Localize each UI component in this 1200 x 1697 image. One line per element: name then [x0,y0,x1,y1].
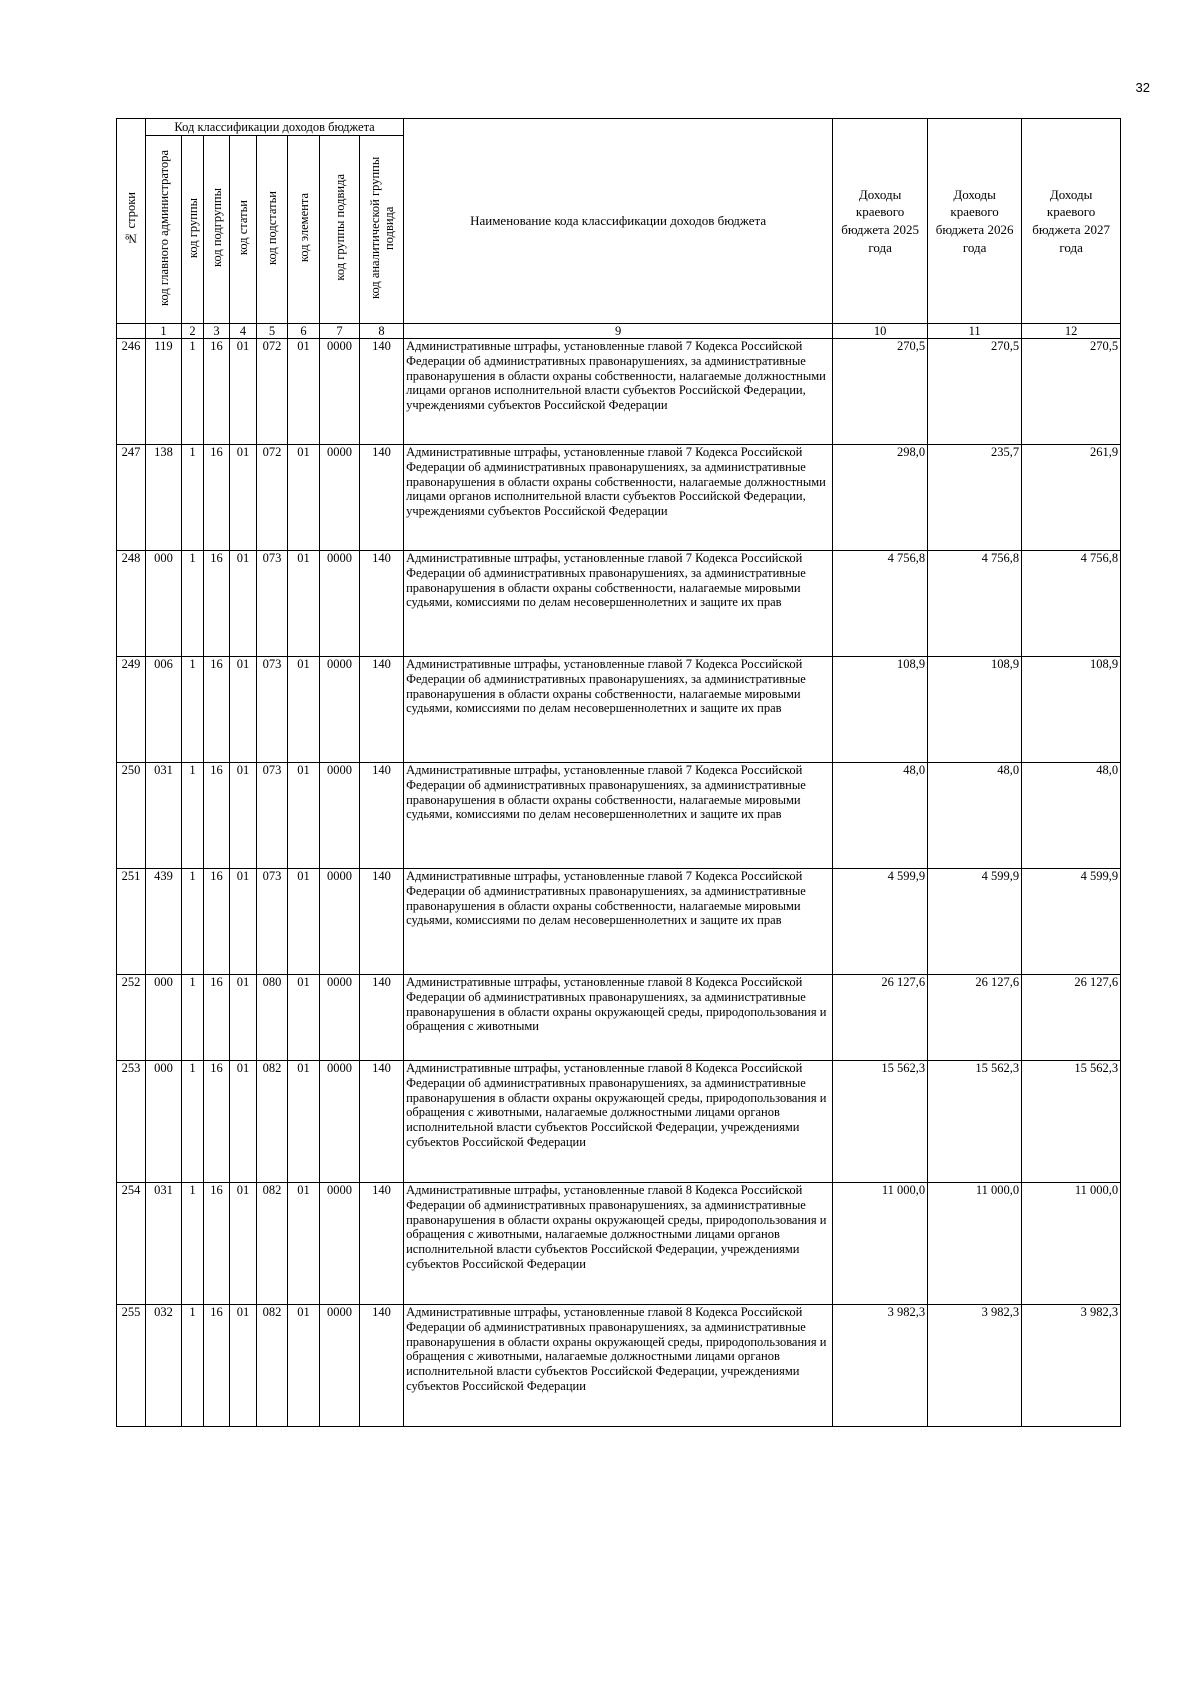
income-name: Административные штрафы, установленные главой 7 Кодекса Российской Федерации об административных правонарушениях, за административные правонарушения в области охраны собственности, налагаемые мировыми судьями, комиссиями по делам несовершеннолетних и защите их прав [404,763,833,869]
header-code-admin: код главного администратора [146,136,182,324]
code-article: 01 [230,1061,257,1183]
code-group: 1 [182,339,204,445]
code-subtype: 0000 [320,551,360,657]
income-name: Административные штрафы, установленные главой 7 Кодекса Российской Федерации об административных правонарушениях, за административные правонарушения в области охраны собственности, налагаемые должностными лицами органов исполнительной власти субъектов Российской Федерации, учреждениями субъектов Российской Федерации [404,445,833,551]
income-2025: 15 562,3 [833,1061,928,1183]
income-2025: 3 982,3 [833,1305,928,1427]
code-analytic: 140 [360,763,404,869]
income-2025: 270,5 [833,339,928,445]
row-number: 250 [117,763,146,869]
code-element: 01 [288,551,320,657]
code-group: 1 [182,1061,204,1183]
column-number: 12 [1022,324,1121,339]
column-number: 2 [182,324,204,339]
column-number-empty [117,324,146,339]
code-subtype: 0000 [320,445,360,551]
code-subtype: 0000 [320,657,360,763]
code-subtype: 0000 [320,869,360,975]
row-number: 252 [117,975,146,1061]
column-number-row [117,324,1121,339]
code-group: 1 [182,763,204,869]
code-analytic: 140 [360,657,404,763]
header-code-subarticle: код подстатьи [257,136,288,324]
code-subarticle: 072 [257,339,288,445]
code-element: 01 [288,1183,320,1305]
code-analytic: 140 [360,869,404,975]
column-number: 6 [288,324,320,339]
code-subgroup: 16 [204,869,230,975]
column-number: 9 [404,324,833,339]
code-subgroup: 16 [204,551,230,657]
page-number: 32 [1135,80,1150,95]
code-analytic: 140 [360,445,404,551]
code-subarticle: 073 [257,551,288,657]
income-name: Административные штрафы, установленные главой 7 Кодекса Российской Федерации об административных правонарушениях, за административные правонарушения в области охраны собственности, налагаемые должностными лицами органов исполнительной власти субъектов Российской Федерации, учреждениями субъектов Российской Федерации [404,339,833,445]
table-row [117,869,1121,975]
code-article: 01 [230,1305,257,1427]
income-2025: 11 000,0 [833,1183,928,1305]
income-name: Административные штрафы, установленные главой 7 Кодекса Российской Федерации об административных правонарушениях, за административные правонарушения в области охраны собственности, налагаемые мировыми судьями, комиссиями по делам несовершеннолетних и защите их прав [404,551,833,657]
column-number: 11 [928,324,1022,339]
column-number: 4 [230,324,257,339]
code-analytic: 140 [360,975,404,1061]
table-row [117,1183,1121,1305]
code-article: 01 [230,1183,257,1305]
code-subgroup: 16 [204,339,230,445]
income-2026: 3 982,3 [928,1305,1022,1427]
table-row [117,1061,1121,1183]
income-2026: 48,0 [928,763,1022,869]
income-2026: 15 562,3 [928,1061,1022,1183]
code-admin: 000 [146,975,182,1061]
code-element: 01 [288,763,320,869]
column-number: 7 [320,324,360,339]
table-row [117,975,1121,1061]
header-code-group: код группы [182,136,204,324]
header-name: Наименование кода классификации доходов бюджета [404,119,833,324]
code-subtype: 0000 [320,1061,360,1183]
code-group: 1 [182,657,204,763]
income-2025: 26 127,6 [833,975,928,1061]
code-subarticle: 080 [257,975,288,1061]
income-2027: 108,9 [1022,657,1121,763]
code-subgroup: 16 [204,1183,230,1305]
table-row [117,339,1121,445]
code-subarticle: 082 [257,1183,288,1305]
code-subarticle: 073 [257,657,288,763]
income-2026: 270,5 [928,339,1022,445]
code-admin: 000 [146,1061,182,1183]
code-group: 1 [182,445,204,551]
code-article: 01 [230,551,257,657]
table-row [117,657,1121,763]
code-analytic: 140 [360,551,404,657]
income-2027: 26 127,6 [1022,975,1121,1061]
income-2025: 48,0 [833,763,928,869]
code-subtype: 0000 [320,975,360,1061]
row-number: 247 [117,445,146,551]
code-group: 1 [182,551,204,657]
income-2025: 4 756,8 [833,551,928,657]
code-element: 01 [288,445,320,551]
code-subarticle: 073 [257,869,288,975]
code-element: 01 [288,657,320,763]
code-admin: 032 [146,1305,182,1427]
code-subgroup: 16 [204,975,230,1061]
code-subgroup: 16 [204,1305,230,1427]
header-classification-group: Код классификации доходов бюджета [146,119,404,136]
header-row-number: № строки [117,119,146,324]
column-number: 3 [204,324,230,339]
income-2027: 4 756,8 [1022,551,1121,657]
code-group: 1 [182,869,204,975]
table-row [117,551,1121,657]
header-income-2026: Доходы краевого бюджета 2026 года [928,119,1022,324]
income-2026: 26 127,6 [928,975,1022,1061]
row-number: 251 [117,869,146,975]
income-2027: 4 599,9 [1022,869,1121,975]
code-group: 1 [182,1183,204,1305]
code-article: 01 [230,339,257,445]
code-article: 01 [230,657,257,763]
income-name: Административные штрафы, установленные главой 8 Кодекса Российской Федерации об административных правонарушениях, за административные правонарушения в области охраны окружающей среды, природопользования и обращения с животными, налагаемые должностными лицами органов исполнительной власти субъектов Российской Федерации, учреждениями субъектов Российской Федерации [404,1305,833,1427]
income-2027: 3 982,3 [1022,1305,1121,1427]
income-2027: 270,5 [1022,339,1121,445]
column-number: 1 [146,324,182,339]
income-2026: 4 756,8 [928,551,1022,657]
income-2027: 11 000,0 [1022,1183,1121,1305]
row-number: 246 [117,339,146,445]
code-article: 01 [230,975,257,1061]
income-name: Административные штрафы, установленные главой 7 Кодекса Российской Федерации об административных правонарушениях, за административные правонарушения в области охраны собственности, налагаемые мировыми судьями, комиссиями по делам несовершеннолетних и защите их прав [404,657,833,763]
header-code-article: код статьи [230,136,257,324]
income-2027: 261,9 [1022,445,1121,551]
code-article: 01 [230,869,257,975]
code-element: 01 [288,1305,320,1427]
code-subtype: 0000 [320,763,360,869]
header-code-element: код элемента [288,136,320,324]
code-article: 01 [230,445,257,551]
row-number: 249 [117,657,146,763]
income-2026: 11 000,0 [928,1183,1022,1305]
code-analytic: 140 [360,1061,404,1183]
table-body [117,324,1121,1427]
income-2026: 4 599,9 [928,869,1022,975]
row-number: 254 [117,1183,146,1305]
code-subarticle: 072 [257,445,288,551]
row-number: 255 [117,1305,146,1427]
code-group: 1 [182,975,204,1061]
header-code-subtype: код группы подвида [320,136,360,324]
code-subarticle: 082 [257,1061,288,1183]
income-2027: 15 562,3 [1022,1061,1121,1183]
income-name: Административные штрафы, установленные главой 8 Кодекса Российской Федерации об административных правонарушениях, за административные правонарушения в области охраны окружающей среды, природопользования и обращения с животными, налагаемые должностными лицами органов исполнительной власти субъектов Российской Федерации, учреждениями субъектов Российской Федерации [404,1061,833,1183]
income-2025: 298,0 [833,445,928,551]
row-number: 253 [117,1061,146,1183]
code-subgroup: 16 [204,445,230,551]
income-2025: 4 599,9 [833,869,928,975]
header-income-2027: Доходы краевого бюджета 2027 года [1022,119,1121,324]
code-group: 1 [182,1305,204,1427]
code-analytic: 140 [360,1305,404,1427]
code-admin: 006 [146,657,182,763]
code-admin: 138 [146,445,182,551]
code-element: 01 [288,869,320,975]
code-analytic: 140 [360,339,404,445]
code-element: 01 [288,975,320,1061]
column-number: 8 [360,324,404,339]
column-number: 10 [833,324,928,339]
code-subtype: 0000 [320,339,360,445]
code-admin: 119 [146,339,182,445]
header-code-subgroup: код подгруппы [204,136,230,324]
income-name: Административные штрафы, установленные главой 8 Кодекса Российской Федерации об административных правонарушениях, за административные правонарушения в области охраны окружающей среды, природопользования и обращения с животными [404,975,833,1061]
code-subtype: 0000 [320,1305,360,1427]
code-article: 01 [230,763,257,869]
code-element: 01 [288,1061,320,1183]
budget-income-table [116,118,1121,1427]
code-subarticle: 082 [257,1305,288,1427]
income-2026: 108,9 [928,657,1022,763]
row-number: 248 [117,551,146,657]
income-2027: 48,0 [1022,763,1121,869]
income-2025: 108,9 [833,657,928,763]
table-row [117,763,1121,869]
code-analytic: 140 [360,1183,404,1305]
code-subarticle: 073 [257,763,288,869]
column-number: 5 [257,324,288,339]
income-2026: 235,7 [928,445,1022,551]
table-row [117,1305,1121,1427]
code-admin: 000 [146,551,182,657]
code-element: 01 [288,339,320,445]
header-code-analytic: код аналитической группы подвида [360,136,404,324]
code-subtype: 0000 [320,1183,360,1305]
income-name: Административные штрафы, установленные главой 8 Кодекса Российской Федерации об административных правонарушениях, за административные правонарушения в области охраны окружающей среды, природопользования и обращения с животными, налагаемые должностными лицами органов исполнительной власти субъектов Российской Федерации, учреждениями субъектов Российской Федерации [404,1183,833,1305]
table-row [117,445,1121,551]
code-subgroup: 16 [204,1061,230,1183]
code-admin: 031 [146,763,182,869]
income-name: Административные штрафы, установленные главой 7 Кодекса Российской Федерации об административных правонарушениях, за административные правонарушения в области охраны собственности, налагаемые мировыми судьями, комиссиями по делам несовершеннолетних и защите их прав [404,869,833,975]
code-subgroup: 16 [204,763,230,869]
header-income-2025: Доходы краевого бюджета 2025 года [833,119,928,324]
code-admin: 439 [146,869,182,975]
code-subgroup: 16 [204,657,230,763]
code-admin: 031 [146,1183,182,1305]
